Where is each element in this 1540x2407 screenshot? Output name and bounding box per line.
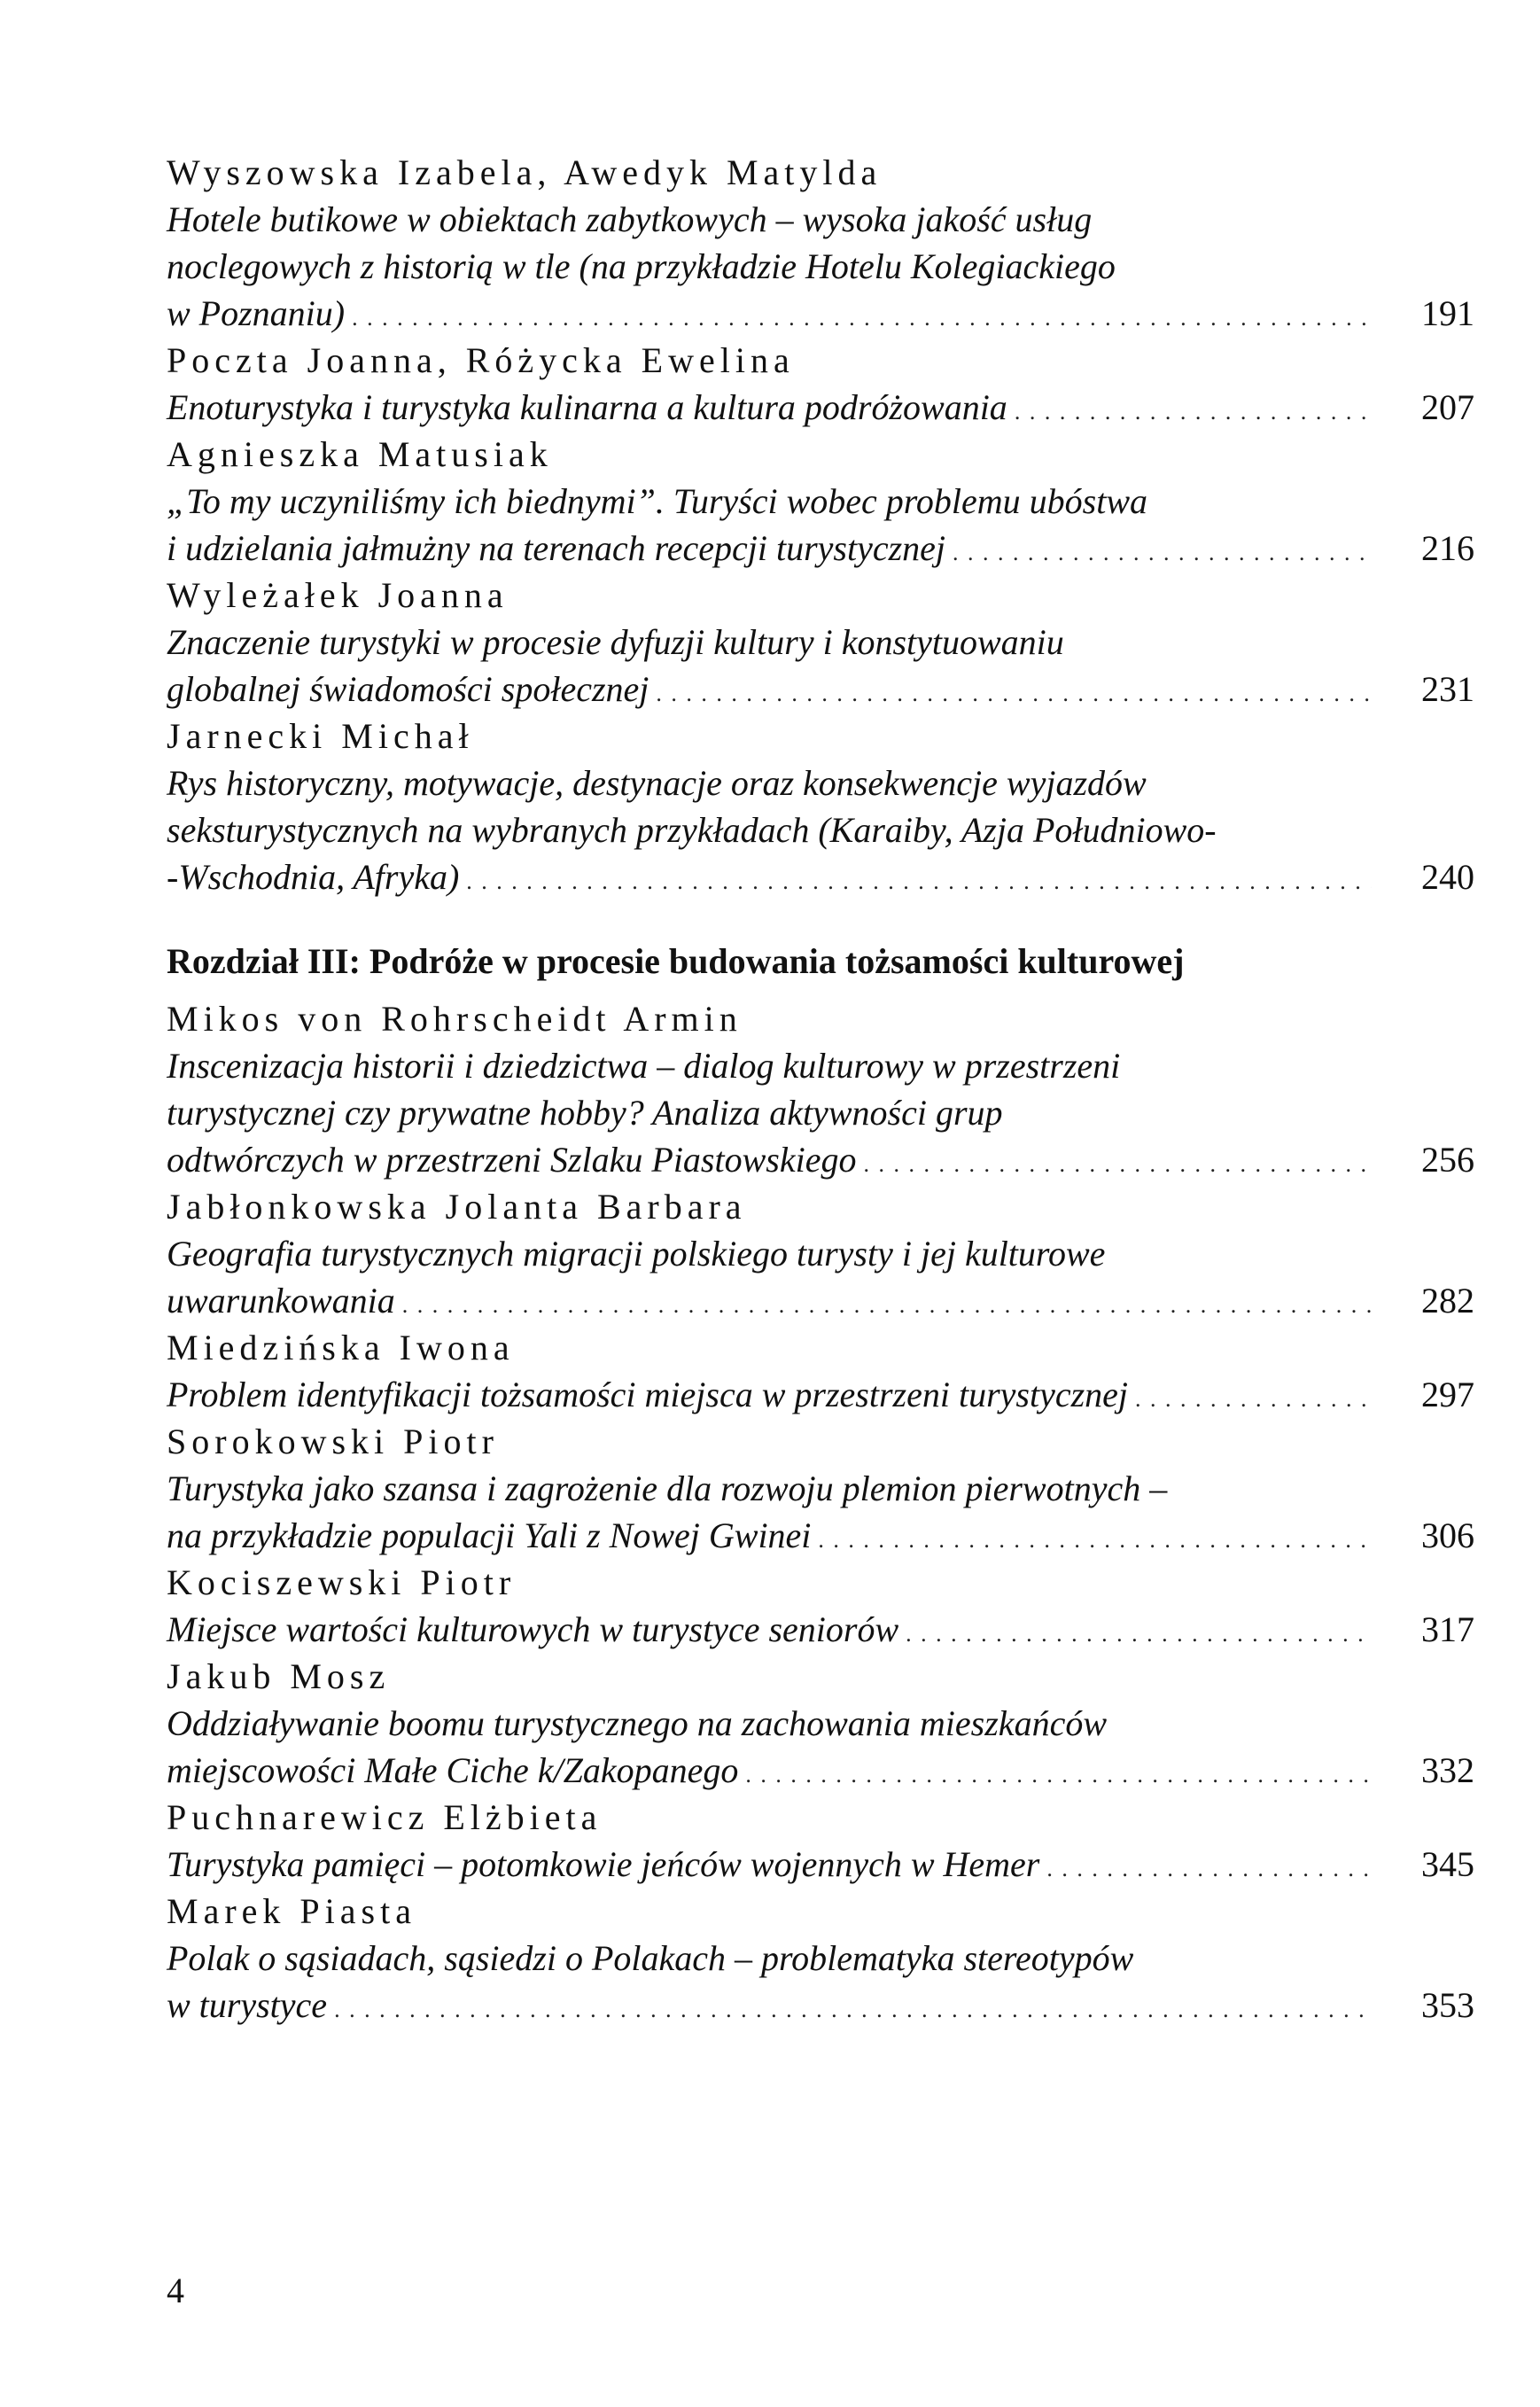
entry-author: Puchnarewicz Elżbieta [167,1797,603,1837]
toc-entry [167,995,1474,1183]
dot-leader [1015,388,1372,435]
entry-title-last-line [167,1136,1474,1183]
toc-entry [167,1653,1474,1794]
toc-entry [167,572,1474,713]
dot-leader [1046,1845,1372,1892]
entry-title-text: miejscowości Małe Ciche k/Zakopanego [167,1750,739,1790]
entry-page-number: 191 [1421,293,1474,333]
entry-title-last-line [167,1982,1474,2029]
entry-author: Wyszowska Izabela, Awedyk Matylda [167,152,883,192]
toc-entry [167,431,1474,572]
toc-entry [167,1559,1474,1653]
table-of-contents [167,149,1474,2029]
entry-author: Wyleżałek Joanna [167,575,509,615]
entry-author: Poczta Joanna, Różycka Ewelina [167,340,795,380]
entry-title-last-line [167,290,1474,337]
entry-title-last-line [167,384,1474,431]
entry-title-line: turystycznej czy prywatne hobby? Analiza aktywności grup [167,1093,1003,1133]
entry-title-line: Znaczenie turystyki w procesie dyfuzji kultury i konstytuowaniu [167,622,1064,662]
toc-entry [167,1888,1474,2029]
entry-title-line: noclegowych z historią w tle (na przykładzie Hotelu Kolegiackiego [167,246,1116,286]
entry-page-number: 216 [1421,528,1474,568]
entry-title-text: w turystyce [167,1985,328,2025]
toc-entry [167,1324,1474,1418]
entry-title-last-line [167,525,1474,572]
entry-page-number: 297 [1421,1375,1474,1414]
toc-entry [167,1794,1474,1888]
dot-leader [352,294,1372,341]
entry-title-last-line [167,1606,1474,1653]
dot-leader [1135,1375,1372,1422]
entry-title-text: -Wschodnia, Afryka) [167,857,460,897]
entry-author: Kociszewski Piotr [167,1562,517,1602]
entry-author: Marek Piasta [167,1891,416,1931]
entry-author: Jakub Mosz [167,1656,391,1696]
entry-title-last-line [167,853,1474,900]
entry-title-text: Turystyka pamięci – potomkowie jeńców wojennych w Hemer [167,1844,1040,1884]
dot-leader [656,670,1372,717]
dot-leader [334,1986,1372,2033]
entry-title-last-line [167,1841,1474,1888]
toc-entry [167,1183,1474,1324]
entry-page-number: 282 [1421,1281,1474,1320]
dot-leader [745,1751,1372,1798]
entry-page-number: 332 [1421,1750,1474,1790]
entry-title-text: odtwórczych w przestrzeni Szlaku Piastowskiego [167,1140,857,1180]
entry-title-text: globalnej świadomości społecznej [167,669,649,709]
entry-title-last-line [167,1371,1474,1418]
entry-author: Agnieszka Matusiak [167,434,553,474]
entry-page-number: 207 [1421,387,1474,427]
entry-author: Mikos von Rohrscheidt Armin [167,999,743,1039]
entry-title-line: Geografia turystycznych migracji polskiego turysty i jej kulturowe [167,1234,1106,1274]
dot-leader [402,1281,1372,1328]
dot-leader [906,1610,1372,1657]
entry-title-line: Rys historyczny, motywacje, destynacje oraz konsekwencje wyjazdów [167,763,1147,803]
dot-leader [863,1141,1372,1188]
entry-page-number: 317 [1421,1609,1474,1649]
entry-page-number: 240 [1421,857,1474,897]
entry-title-last-line [167,666,1474,713]
dot-leader [953,529,1372,576]
entry-title-line: Hotele butikowe w obiektach zabytkowych – wysoka jakość usług [167,199,1093,239]
entry-title-line: Turystyka jako szansa i zagrożenie dla rozwoju plemion pierwotnych – [167,1468,1168,1508]
entry-author: Jabłonkowska Jolanta Barbara [167,1187,747,1227]
toc-section-2 [167,995,1474,2029]
dot-leader [818,1516,1372,1563]
entry-page-number: 353 [1421,1985,1474,2025]
dot-leader [466,858,1372,905]
entry-title-line: Oddziaływanie boomu turystycznego na zachowania mieszkańców [167,1703,1107,1743]
entry-page-number: 231 [1421,669,1474,709]
entry-title-line: Inscenizacja historii i dziedzictwa – dialog kulturowy w przestrzeni [167,1046,1121,1086]
page-number: 4 [167,2271,184,2310]
entry-title-line: „To my uczyniliśmy ich biednymi”. Turyści wobec problemu ubóstwa [167,481,1147,521]
toc-entry [167,713,1474,900]
entry-title-text: Problem identyfikacji tożsamości miejsca w przestrzeni turystycznej [167,1375,1129,1414]
entry-title-last-line [167,1277,1474,1324]
entry-page-number: 345 [1421,1844,1474,1884]
entry-title-text: i udzielania jałmużny na terenach recepcji turystycznej [167,528,946,568]
entry-title-text: w Poznaniu) [167,293,346,333]
entry-title-text: Miejsce wartości kulturowych w turystyce seniorów [167,1609,899,1649]
chapter-heading: Rozdział III: Podróże w procesie budowania tożsamości kulturowej [167,941,1185,981]
entry-title-text: na przykładzie populacji Yali z Nowej Gwinei [167,1515,812,1555]
toc-entry [167,1418,1474,1559]
entry-title-last-line [167,1512,1474,1559]
entry-title-text: Enoturystyka i turystyka kulinarna a kultura podróżowania [167,387,1007,427]
entry-page-number: 256 [1421,1140,1474,1180]
entry-title-last-line [167,1747,1474,1794]
entry-author: Sorokowski Piotr [167,1422,499,1461]
entry-author: Jarnecki Michał [167,716,474,756]
entry-title-line: seksturystycznych na wybranych przykładach (Karaiby, Azja Południowo- [167,810,1217,850]
entry-title-line: Polak o sąsiadach, sąsiedzi o Polakach – problematyka stereotypów [167,1938,1134,1978]
toc-section-1 [167,149,1474,900]
entry-page-number: 306 [1421,1515,1474,1555]
entry-title-text: uwarunkowania [167,1281,395,1320]
toc-entry [167,149,1474,337]
toc-entry [167,337,1474,431]
entry-author: Miedzińska Iwona [167,1328,515,1367]
